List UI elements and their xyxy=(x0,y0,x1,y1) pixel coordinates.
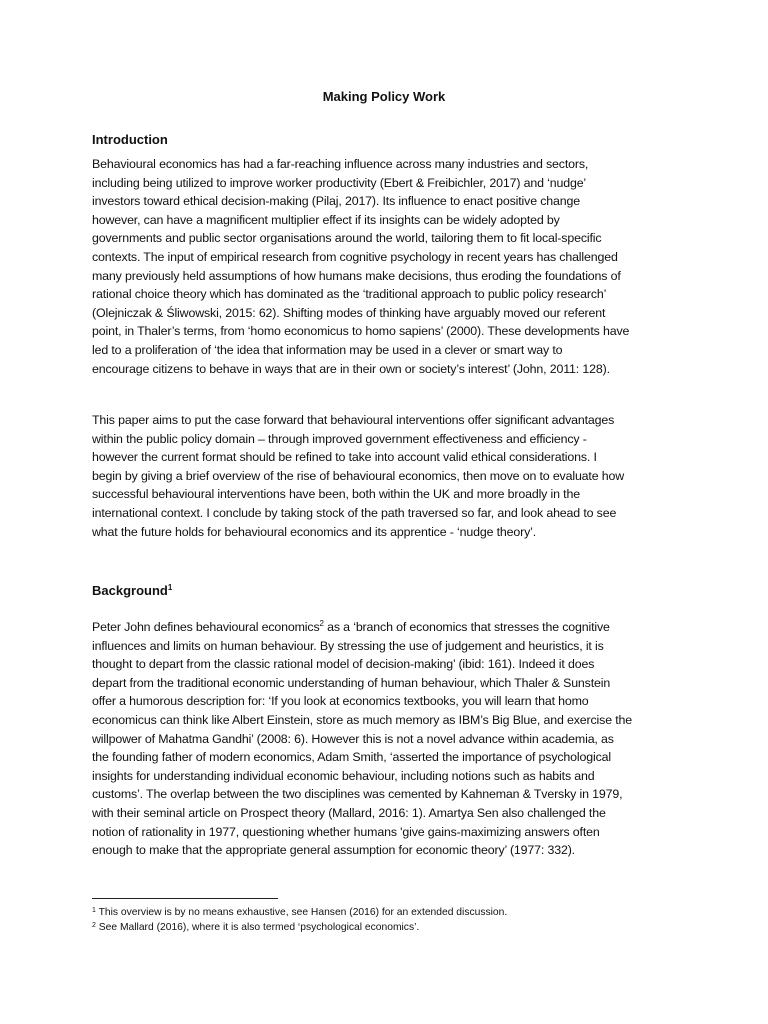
text-line: willpower of Mahatma Gandhi’ (2008: 6). However this is not a novel advance within academia, as xyxy=(92,731,614,746)
text-line: contexts. The input of empirical research from cognitive psychology in recent years has challenged xyxy=(92,249,618,264)
footnote-1 xyxy=(92,905,692,920)
text-line: international context. I conclude by taking stock of the path traversed so far, and look ahead to see xyxy=(92,505,617,520)
text-line: influences and limits on human behaviour. By stressing the use of judgement and heuristics, it is xyxy=(92,638,604,653)
text-line: (Olejniczak & Śliwowski, 2015: 62). Shifting modes of thinking have arguably moved our referent xyxy=(92,305,606,320)
text-line: economicus can think like Albert Einstein, store as much memory as IBM’s Big Blue, and exercise the xyxy=(92,712,632,727)
text-line: notion of rationality in 1977, questioning whether humans 'give gains-maximizing answers often xyxy=(92,824,600,839)
text-line: depart from the traditional economic understanding of human behaviour, which Thaler & Sunstein xyxy=(92,675,611,690)
footnote-mark: 2 xyxy=(92,922,96,929)
text-line: begin by giving a brief overview of the rise of behavioural economics, then move on to evaluate how xyxy=(92,468,625,483)
introduction-paragraph-1 xyxy=(92,155,692,378)
document-title: Making Policy Work xyxy=(322,89,446,104)
text-line: encourage citizens to behave in ways that are in their own or society’s interest’ (John, 2011: 128). xyxy=(92,361,610,376)
background-heading-text: Background xyxy=(92,583,168,598)
text-line: led to a proliferation of ‘the idea that information may be used in a clever or smart way to xyxy=(92,342,563,357)
text-line: enough to make that the appropriate general assumption for economic theory’ (1977: 332). xyxy=(92,843,575,858)
text-line xyxy=(92,618,692,637)
footnote-text: See Mallard (2016), where it is also termed ‘psychological economics’. xyxy=(95,922,420,933)
footnote-separator xyxy=(92,898,278,899)
text-line: however the current format should be refined to take into account valid ethical considerations. I xyxy=(92,450,597,465)
text-segment: as a ‘branch of economics that stresses the cognitive xyxy=(323,620,610,634)
text-line: successful behavioural interventions have been, both within the UK and more broadly in the xyxy=(92,487,580,502)
text-line: Behavioural economics has had a far-reaching influence across many industries and sectors, xyxy=(92,157,589,171)
footnote-ref-2[interactable]: 2 xyxy=(319,619,324,628)
text-line: insights for understanding individual economic behaviour, including notions such as habits and xyxy=(92,768,595,783)
introduction-paragraph-2 xyxy=(92,411,692,541)
text-line: customs’. The overlap between the two disciplines was cemented by Kahneman & Tversky in 1979, xyxy=(92,787,623,802)
text-line: the founding father of modern economics, Adam Smith, ‘asserted the importance of psychological xyxy=(92,750,611,765)
text-line: point, in Thaler’s terms, from ‘homo economicus to homo sapiens’ (2000). These developments have xyxy=(92,324,630,339)
footnote-text: This overview is by no means exhaustive, see Hansen (2016) for an extended discussion. xyxy=(95,907,508,918)
text-segment: Peter John defines behavioural economics xyxy=(92,620,320,634)
section-heading-background xyxy=(92,582,172,600)
text-line: within the public policy domain – through improved government effectiveness and efficiency - xyxy=(92,431,587,446)
text-line: thought to depart from the classic rational model of decision-making’ (ibid: 161). Indeed it does xyxy=(92,657,595,672)
footnote-ref-1[interactable]: 1 xyxy=(167,583,173,592)
text-line: offer a humorous description for: ‘If you look at economics textbooks, you will learn that homo xyxy=(92,694,589,709)
text-line: rational choice theory which has dominated as the ‘traditional approach to public policy research’ xyxy=(92,287,607,302)
text-line: with their seminal article on Prospect theory (Mallard, 2016: 1). Amartya Sen also challenged the xyxy=(92,805,606,820)
text-line: governments and public sector organisations around the world, tailoring them to fit local-specific xyxy=(92,231,602,246)
section-heading-introduction: Introduction xyxy=(92,132,168,147)
footnote-mark: 1 xyxy=(92,907,96,914)
footnote-2 xyxy=(92,920,692,935)
text-line: what the future holds for behavioural economics and its apprentice - ‘nudge theory’. xyxy=(92,524,537,539)
text-line: many previously held assumptions of how humans make decisions, thus eroding the foundations of xyxy=(92,268,621,283)
text-line: This paper aims to put the case forward that behavioural interventions offer significant advantages xyxy=(92,413,615,427)
footnotes xyxy=(92,905,692,935)
text-line: investors toward ethical decision-making (Pilaj, 2017). Its influence to enact positive change xyxy=(92,194,580,209)
text-line: including being utilized to improve worker productivity (Ebert & Freibichler, 2017) and ‘nudge’ xyxy=(92,175,587,190)
text-line: however, can have a magnificent multiplier effect if its insights can be widely adopted by xyxy=(92,212,560,227)
background-paragraph-1 xyxy=(92,618,692,860)
